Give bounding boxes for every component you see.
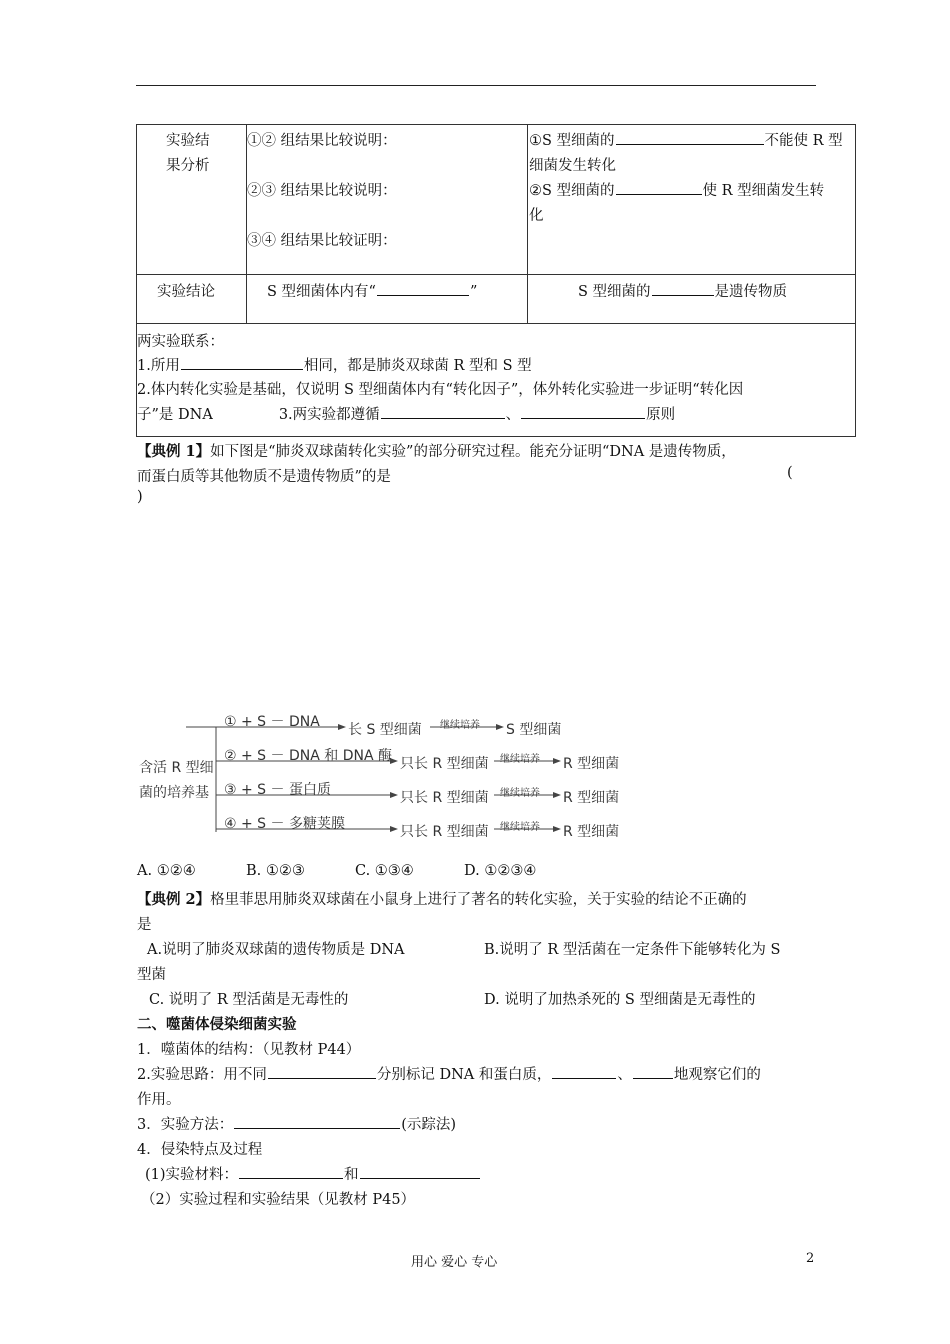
row3-line3: 子”是 DNA 3.两实验都遵循 、 原则 [137,403,675,424]
branch-2-treatment: ② + S － DNA 和 DNA 酶 [224,748,392,764]
branch-3-arrow-label: 继续培养 [500,788,540,799]
branch-2-arrow-label: 继续培养 [500,754,540,765]
example2-line2: 是 [137,917,152,933]
example2-line1: 【典例 2】格里菲思用肺炎双球菌在小鼠身上进行了著名的转化实验，关于实验的结论不正确的 [137,891,747,908]
row2-right: S 型细菌的 是遗传物质 [578,280,787,301]
branch-4-treatment: ④ + S － 多糖荚膜 [224,816,345,832]
row1-mid-2: ②③ 组结果比较说明： [247,183,397,199]
option-b: B. ①②③ [246,863,305,879]
row1-mid-1: ①② 组结果比较说明： [247,133,397,149]
branch-2-result: 只长 R 型细菌 [400,756,489,772]
branch-1-arrow-label: 继续培养 [440,720,480,731]
option-c: C. ①③④ [355,863,414,879]
footer-text: 用心 爱心 专心 [411,1255,498,1270]
branch-4-result: 只长 R 型细菌 [400,824,489,840]
row1-mid-3: ③④ 组结果比较证明： [247,233,397,249]
branch-4-end: R 型细菌 [563,824,620,840]
row1-right-2: ②S 型细菌的 使 R 型细菌发生转 [529,179,824,200]
row2-mid: S 型细菌体内有“ ” [267,280,477,301]
row1-right-1b: 细菌发生转化 [529,158,616,174]
section2-line2: 2.实验思路：用不同 分别标记 DNA 和蛋白质， 、 地观察它们的 [137,1063,761,1084]
row2-label: 实验结论 [157,284,215,300]
branch-3-end: R 型细菌 [563,790,620,806]
branch-1-result: 长 S 型细菌 [348,722,422,738]
section2-line4: 4．侵染特点及过程 [137,1142,263,1158]
example2-option-b-cont: 型菌 [137,967,166,983]
example1-line2: 而蛋白质等其他物质不是遗传物质”的是 [137,469,391,485]
section2-heading: 二、噬菌体侵染细菌实验 [137,1016,297,1033]
section2-line3: 3．实验方法： (示踪法) [137,1113,456,1134]
branch-2-end: R 型细菌 [563,756,620,772]
page-number: 2 [806,1251,815,1266]
row1-label-2: 果分析 [166,158,210,174]
answer-paren-close: ) [137,489,143,505]
branch-1-end: S 型细菌 [506,722,562,738]
diagram-source-1: 含活 R 型细 [139,760,214,776]
example1-line1: 【典例 1】如下图是“肺炎双球菌转化实验”的部分研究过程。能充分证明“DNA 是遗传物质， [137,443,736,460]
option-d: D. ①②③④ [464,863,537,879]
example2-option-a: A.说明了肺炎双球菌的遗传物质是 DNA [147,942,405,958]
row1-right-2b: 化 [529,208,544,224]
example2-option-b: B.说明了 R 型活菌在一定条件下能够转化为 S [484,942,781,958]
row3-title: 两实验联系： [137,334,224,350]
answer-paren-open: ( [787,465,793,481]
option-a: A. ①②④ [137,863,196,879]
row1-label-1: 实验结 [166,133,210,149]
section2-line2b: 作用。 [137,1092,181,1108]
row3-line2: 2.体内转化实验是基础，仅说明 S 型细菌体内有“转化因子”，体外转化实验进一步证明“转化因 [137,382,744,398]
branch-1-treatment: ① + S － DNA [224,714,320,730]
diagram-source-2: 菌的培养基 [139,785,209,801]
section2-line6: （2）实验过程和实验结果（见教材 P45） [141,1192,416,1208]
example2-option-d: D. 说明了加热杀死的 S 型细菌是无毒性的 [484,992,756,1008]
branch-3-treatment: ③ + S － 蛋白质 [224,782,331,798]
row3-line1: 1.所用 相同，都是肺炎双球菌 R 型和 S 型 [137,354,532,375]
branch-3-result: 只长 R 型细菌 [400,790,489,806]
section2-line5: (1)实验材料： 和 [145,1163,481,1184]
branch-4-arrow-label: 继续培养 [500,822,540,833]
section2-line1: 1．噬菌体的结构：（见教材 P44） [137,1042,361,1058]
row1-right-1: ①S 型细菌的 不能使 R 型 [529,129,843,150]
example2-option-c: C. 说明了 R 型活菌是无毒性的 [149,992,349,1008]
